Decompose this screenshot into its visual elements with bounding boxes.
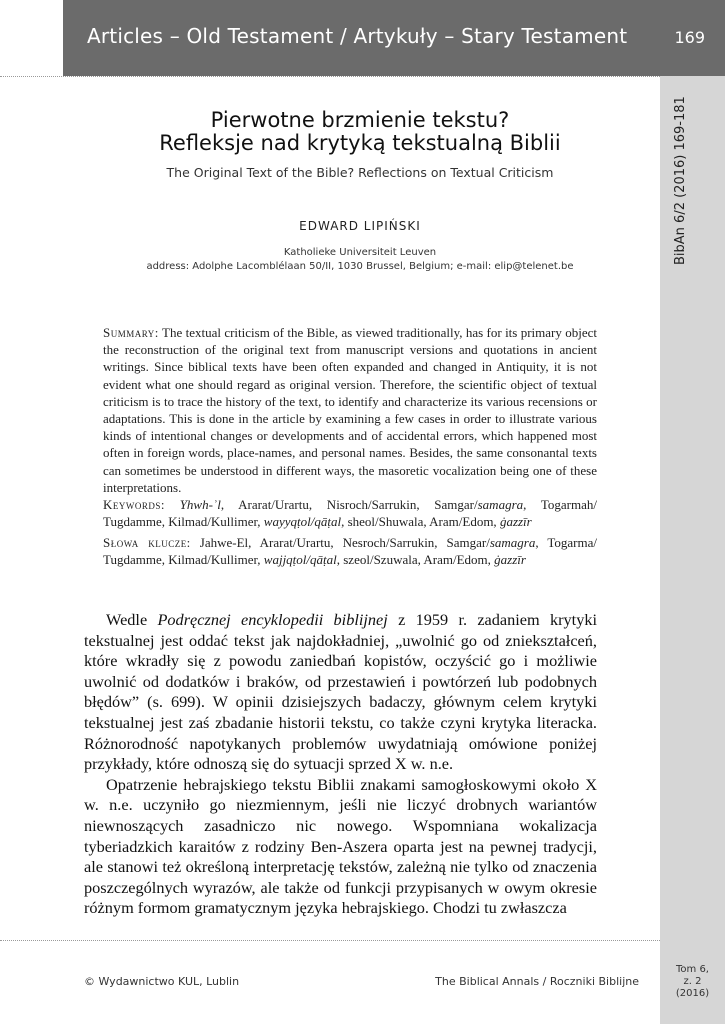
keyword-text: wayyqṭol/qāṭal xyxy=(263,514,342,530)
slowa-label: Słowa klucze: xyxy=(103,535,191,550)
slowa-text: , szeol/Szuwala, Aram/Edom, xyxy=(336,552,495,568)
publisher: © Wydawnictwo KUL, Lublin xyxy=(84,975,240,988)
summary-text: The textual criticism of the Bible, as viewed traditionally, has for its primary object the reconstruction of the original text from manuscript versions and quotations in ancient writings. Since biblical texts have been often expanded and changed in Antiquity, it is not evident what one should regard as original version. Therefore, the scientific object of textual criticism is to trace the history of the text, to identify and characterize its various recensions or adaptations. This is done in the article by examining a few cases in order to illustrate various kinds of intentional changes or developments and of accidental errors, which happened most often in foreign words, place-names, and personal names. Besides, the same consonantal texts can sometimes be understood in different ways, the masoretic vocalization being one of these interpretations. xyxy=(103,325,598,495)
summary xyxy=(103,324,597,496)
keyword-text: , sheol/Shuwala, Aram/Edom, xyxy=(341,514,500,530)
paragraph-2: Opatrzenie hebrajskiego tekstu Biblii znakami samogłoskowymi około X w. n.e. uczyniło go niezmiennym, jeśli nie liczyć drobnych wariantów niewnoszących zasadniczo nic nowego. Wspomniana wokalizacja tyberiadzkich karaitów z rodziny Ben-Aszera oparta jest na pewnej tradycji, ale stanowi też określoną interpretację tekstów, zależną nie tylko od znaczenia poszczególnych wyrazów, ale także od funkcji przypisanych w owym okresie różnym formom gramatycznym języka hebrajskiego. Chodzi tu zwłaszcza xyxy=(84,774,597,918)
article-title-line2: Refleksje nad krytyką tekstualną Biblii xyxy=(159,131,561,155)
affiliation: Katholieke Universiteit Leuven xyxy=(283,247,437,258)
issue: z. 2 xyxy=(683,976,702,987)
slowa-text: samagra xyxy=(489,535,536,550)
volume: Tom 6, xyxy=(676,964,709,975)
header-divider xyxy=(0,76,660,77)
header-bar xyxy=(63,0,725,76)
citation-label: BibAn 6/2 (2016) 169-181 xyxy=(673,96,688,265)
slowa-text: Jahwe-El, Ararat/Urartu, Nesroch/Sarrukin, Samgar/ xyxy=(199,535,490,550)
article-subtitle: The Original Text of the Bible? Reflections on Textual Criticism xyxy=(166,165,554,180)
sidebar xyxy=(660,76,725,940)
footer-divider xyxy=(0,940,660,941)
keywords-label: Keywords: xyxy=(103,497,165,512)
slowa-klucze xyxy=(103,534,597,568)
address: address: Adolphe Lacomblélaan 50/II, 1030 Brussel, Belgium; e-mail: elip@telenet.be xyxy=(146,261,574,272)
year: (2016) xyxy=(675,988,710,999)
keyword-text: ġazzīr xyxy=(499,514,532,530)
volume-box xyxy=(660,940,725,1024)
keyword-text: , Togarmah/ Tugdamme, Kilmad/Kullimer, xyxy=(103,497,597,530)
paragraph-1 xyxy=(84,610,597,775)
keywords xyxy=(103,496,597,530)
body-text xyxy=(84,610,597,919)
slowa-text: , Togarma/ Tugdamme, Kilmad/Kullimer, xyxy=(103,535,597,568)
keyword-text: , Ararat/Urartu, Nisroch/Sarrukin, Samgar/ xyxy=(220,497,478,512)
slowa-text: wajjqṭol/qāṭal xyxy=(263,552,337,568)
author-name: EDWARD LIPIŃSKI xyxy=(299,219,421,233)
keyword-text: Yhwh-ʾl xyxy=(179,497,221,512)
section-title: Articles – Old Testament / Artykuły – Stary Testament xyxy=(87,24,628,48)
keyword-text: samagra xyxy=(477,497,524,512)
p1-part: Wedle xyxy=(106,610,158,629)
slowa-text: ġazzīr xyxy=(494,552,526,568)
p1-part: Podręcznej encyklopedii biblijnej xyxy=(157,610,388,629)
article-title-line1: Pierwotne brzmienie tekstu? xyxy=(210,108,510,132)
journal-name: The Biblical Annals / Roczniki Biblijne xyxy=(435,975,639,988)
page-number: 169 xyxy=(674,28,705,47)
p1-part: z 1959 r. zadaniem krytyki tekstualnej jest oddać tekst jak najdokładniej, „uwolnić go od zniekształceń, które wkradły się z powodu zaniedbań kopistów, oczyścić go i możliwie uwolnić od dodatków i braków, od przestawień i powtórzeń lub podobnych błędów” (s. 699). W opinii dzisiejszych badaczy, głównym celem krytyki tekstualnej jest zaś zbadanie historii tekstu, co także czyni krytyka literacka. Różnorodność napotykanych problemów uwydatniają omówione poniżej przykłady, które odnoszą się do sytuacji sprzed X w. n.e. xyxy=(84,610,598,774)
summary-label: Summary: xyxy=(103,325,159,340)
